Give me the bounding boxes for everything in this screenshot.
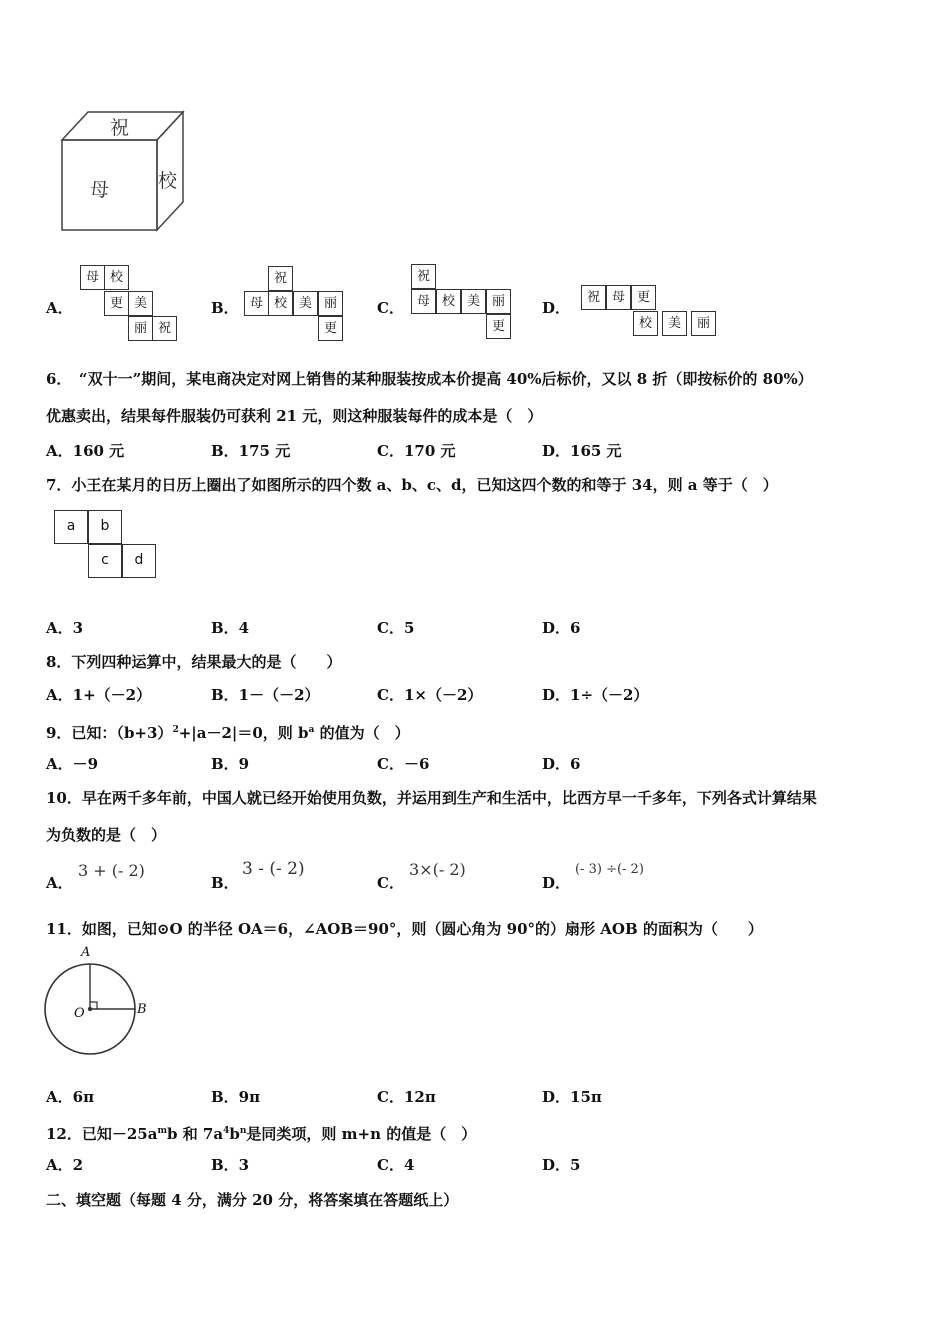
cube-top-label: 祝 [110, 117, 130, 139]
q12-text-suffix: 是同类项，则 m+n 的值是（ ） [246, 1125, 477, 1143]
net-a-cell: 美 [128, 291, 153, 316]
q8-option: A．1+（－2） [46, 686, 152, 704]
q12-exponent-n: n [239, 1126, 247, 1136]
q9-text-prefix: 9．已知：（b+3） [46, 724, 173, 742]
net-b-cell: 校 [268, 291, 293, 316]
q12-text [46, 1121, 476, 1144]
q9-text-mid: +|a－2|＝0，则 b [178, 724, 309, 742]
q10-text-line2: 为负数的是（ ） [46, 826, 167, 844]
q6-option: A．160 元 [46, 442, 125, 460]
q11-option: C．12π [377, 1088, 436, 1106]
q9-exponent-a: a [308, 725, 315, 735]
q7-option: A．3 [46, 619, 84, 637]
net-a-cell: 校 [104, 265, 129, 290]
q5-option-c-label: C． [377, 299, 404, 317]
q6-text-line1: 6． “双十一”期间，某电商决定对网上销售的某种服装按成本价提高 40%后标价，又以 8 折（即按标价的 80%） [46, 370, 813, 388]
cube-right-label: 校 [158, 170, 178, 192]
cube-front-label: 母 [90, 179, 110, 201]
q10-option-d-label: D． [542, 874, 571, 892]
q12-text-prefix: 12．已知－25a [46, 1125, 158, 1143]
q12-text-mid2: b [229, 1125, 240, 1143]
net-d-cell: 丽 [691, 311, 716, 336]
q9-text [46, 720, 410, 743]
q6-option: D．165 元 [542, 442, 622, 460]
q12-option: D．5 [542, 1156, 581, 1174]
calendar-cell-d: d [122, 544, 156, 578]
q8-text: 8．下列四种运算中，结果最大的是（ ） [46, 653, 342, 671]
net-a-cell: 母 [80, 265, 105, 290]
net-a-cell: 丽 [128, 316, 153, 341]
net-d-cell: 母 [606, 285, 631, 310]
q12-exponent-4: 4 [223, 1126, 230, 1136]
q9-option: D．6 [542, 755, 581, 773]
point-o-label: O [74, 1006, 85, 1021]
net-d-cell: 校 [633, 311, 658, 336]
q12-option: A．2 [46, 1156, 84, 1174]
q6-option: B．175 元 [211, 442, 291, 460]
q9-text-suffix: 的值为（ ） [314, 724, 410, 742]
net-d-cell: 更 [631, 285, 656, 310]
q5-option-d-label: D． [542, 299, 571, 317]
net-b-cell: 祝 [268, 266, 293, 291]
net-c-cell: 丽 [486, 289, 511, 314]
calendar-cell-b: b [88, 510, 122, 544]
q9-option: A．－9 [46, 755, 99, 773]
q12-exponent-m: m [157, 1126, 167, 1136]
net-d-cell: 祝 [581, 285, 606, 310]
q10-option-c-label: C． [377, 874, 404, 892]
calendar-cell-c: c [88, 544, 122, 578]
net-c-cell: 校 [436, 289, 461, 314]
point-b-label: B [137, 1002, 147, 1017]
q8-option: C．1×（－2） [377, 686, 483, 704]
net-b-cell: 母 [244, 291, 269, 316]
q7-text: 7．小王在某月的日历上圈出了如图所示的四个数 a、b、c、d，已知这四个数的和等于 34，则 a 等于（ ） [46, 476, 778, 494]
q10-option-b-label: B． [211, 874, 239, 892]
q9-option: B．9 [211, 755, 250, 773]
q10-expr-d: (- 3) ÷(- 2) [575, 862, 644, 877]
q6-option: C．170 元 [377, 442, 456, 460]
net-c-cell: 祝 [411, 264, 436, 289]
q5-option-b-label: B． [211, 299, 239, 317]
q10-expr-b: 3 - (- 2) [242, 859, 305, 879]
q12-option: C．4 [377, 1156, 415, 1174]
q11-text: 11．如图，已知⊙O 的半径 OA＝6，∠AOB＝90°，则（圆心角为 90°的）扇形 AOB 的面积为（ ） [46, 920, 763, 938]
net-b-cell: 更 [318, 316, 343, 341]
q8-option: B．1－（－2） [211, 686, 320, 704]
section-heading: 二、填空题（每题 4 分，满分 20 分，将答案填在答题纸上） [46, 1191, 459, 1209]
net-c-cell: 美 [461, 289, 486, 314]
q12-text-mid1: b 和 7a [167, 1125, 224, 1143]
q7-option: B．4 [211, 619, 250, 637]
net-c-cell: 更 [486, 314, 511, 339]
net-b-cell: 美 [293, 291, 318, 316]
q7-option: C．5 [377, 619, 415, 637]
q11-option: A．6π [46, 1088, 95, 1106]
point-a-label: A [81, 945, 91, 960]
q11-option: B．9π [211, 1088, 261, 1106]
q9-option: C．－6 [377, 755, 430, 773]
q10-expr-a: 3 + (- 2) [78, 861, 145, 880]
q8-option: D．1÷（－2） [542, 686, 649, 704]
q7-option: D．6 [542, 619, 581, 637]
q9-exponent-2: 2 [172, 725, 179, 735]
net-b-cell: 丽 [318, 291, 343, 316]
net-a-cell: 祝 [152, 316, 177, 341]
q10-expr-c: 3×(- 2) [409, 860, 466, 879]
q12-option: B．3 [211, 1156, 250, 1174]
q6-text-line2: 优惠卖出，结果每件服装仍可获利 21 元，则这种服装每件的成本是（ ） [46, 407, 543, 425]
net-c-cell: 母 [411, 289, 436, 314]
net-d-cell: 美 [662, 311, 687, 336]
net-a-cell: 更 [104, 291, 129, 316]
q10-option-a-label: A． [46, 874, 73, 892]
q10-text-line1: 10．早在两千多年前，中国人就已经开始使用负数，并运用到生产和生活中，比西方早一千多年，下列各式计算结果 [46, 789, 817, 807]
q11-option: D．15π [542, 1088, 602, 1106]
q5-option-a-label: A． [46, 299, 73, 317]
calendar-cell-a: a [54, 510, 88, 544]
